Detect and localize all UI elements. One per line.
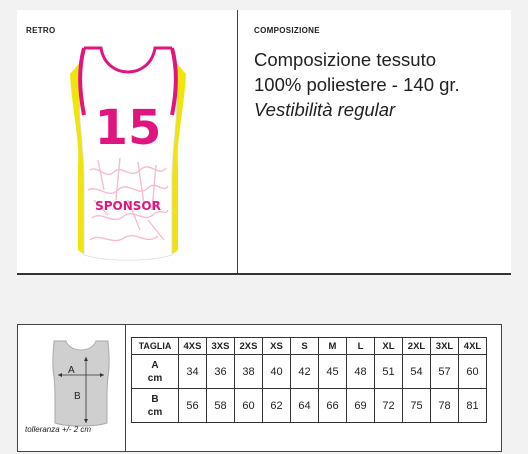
size-value: 38 — [235, 355, 263, 389]
size-col-l: L — [347, 338, 375, 355]
size-value: 36 — [207, 355, 235, 389]
diagram-label-a: A — [68, 365, 75, 376]
size-value: 62 — [263, 389, 291, 423]
size-value: 48 — [347, 355, 375, 389]
size-col-m: M — [319, 338, 347, 355]
size-value: 34 — [179, 355, 207, 389]
size-header-row — [132, 338, 487, 355]
size-value: 75 — [403, 389, 431, 423]
size-row-b — [132, 389, 487, 423]
measurement-diagram — [46, 335, 116, 435]
fit-type: Vestibilità regular — [254, 99, 396, 120]
size-value: 81 — [459, 389, 487, 423]
size-value: 60 — [235, 389, 263, 423]
fabric-material: 100% poliestere - 140 gr. — [254, 74, 460, 95]
size-value: 69 — [347, 389, 375, 423]
row-label-b: B cm — [132, 389, 179, 423]
size-chart-divider — [125, 325, 126, 451]
size-col-s: S — [291, 338, 319, 355]
size-col-3xs: 3XS — [207, 338, 235, 355]
size-col-2xs: 2XS — [235, 338, 263, 355]
size-value: 64 — [291, 389, 319, 423]
size-col-2xl: 2XL — [403, 338, 431, 355]
size-value: 45 — [319, 355, 347, 389]
size-value: 42 — [291, 355, 319, 389]
jersey-sponsor: SPONSOR — [95, 199, 161, 213]
size-table — [131, 337, 487, 423]
size-col-4xs: 4XS — [179, 338, 207, 355]
jersey-number: 15 — [94, 100, 162, 156]
size-value: 40 — [263, 355, 291, 389]
back-view-label: RETRO — [26, 26, 56, 35]
vertical-divider — [237, 10, 238, 273]
jersey-back-image — [68, 40, 188, 265]
fabric-composition-title: Composizione tessuto — [254, 49, 437, 70]
horizontal-divider — [17, 273, 511, 275]
diagram-label-b: B — [74, 391, 81, 402]
size-value: 58 — [207, 389, 235, 423]
size-value: 72 — [375, 389, 403, 423]
size-chart-panel — [17, 324, 502, 452]
size-col-xl: XL — [375, 338, 403, 355]
row-label-a: A cm — [132, 355, 179, 389]
size-col-xs: XS — [263, 338, 291, 355]
size-value: 78 — [431, 389, 459, 423]
size-col-4xl: 4XL — [459, 338, 487, 355]
size-header-label: TAGLIA — [132, 338, 179, 355]
size-row-a — [132, 355, 487, 389]
size-value: 51 — [375, 355, 403, 389]
size-value: 54 — [403, 355, 431, 389]
size-value: 66 — [319, 389, 347, 423]
size-value: 57 — [431, 355, 459, 389]
tolerance-note: tolleranza +/- 2 cm — [25, 425, 92, 434]
size-col-3xl: 3XL — [431, 338, 459, 355]
composition-label: COMPOSIZIONE — [254, 26, 320, 35]
size-value: 56 — [179, 389, 207, 423]
size-value: 60 — [459, 355, 487, 389]
